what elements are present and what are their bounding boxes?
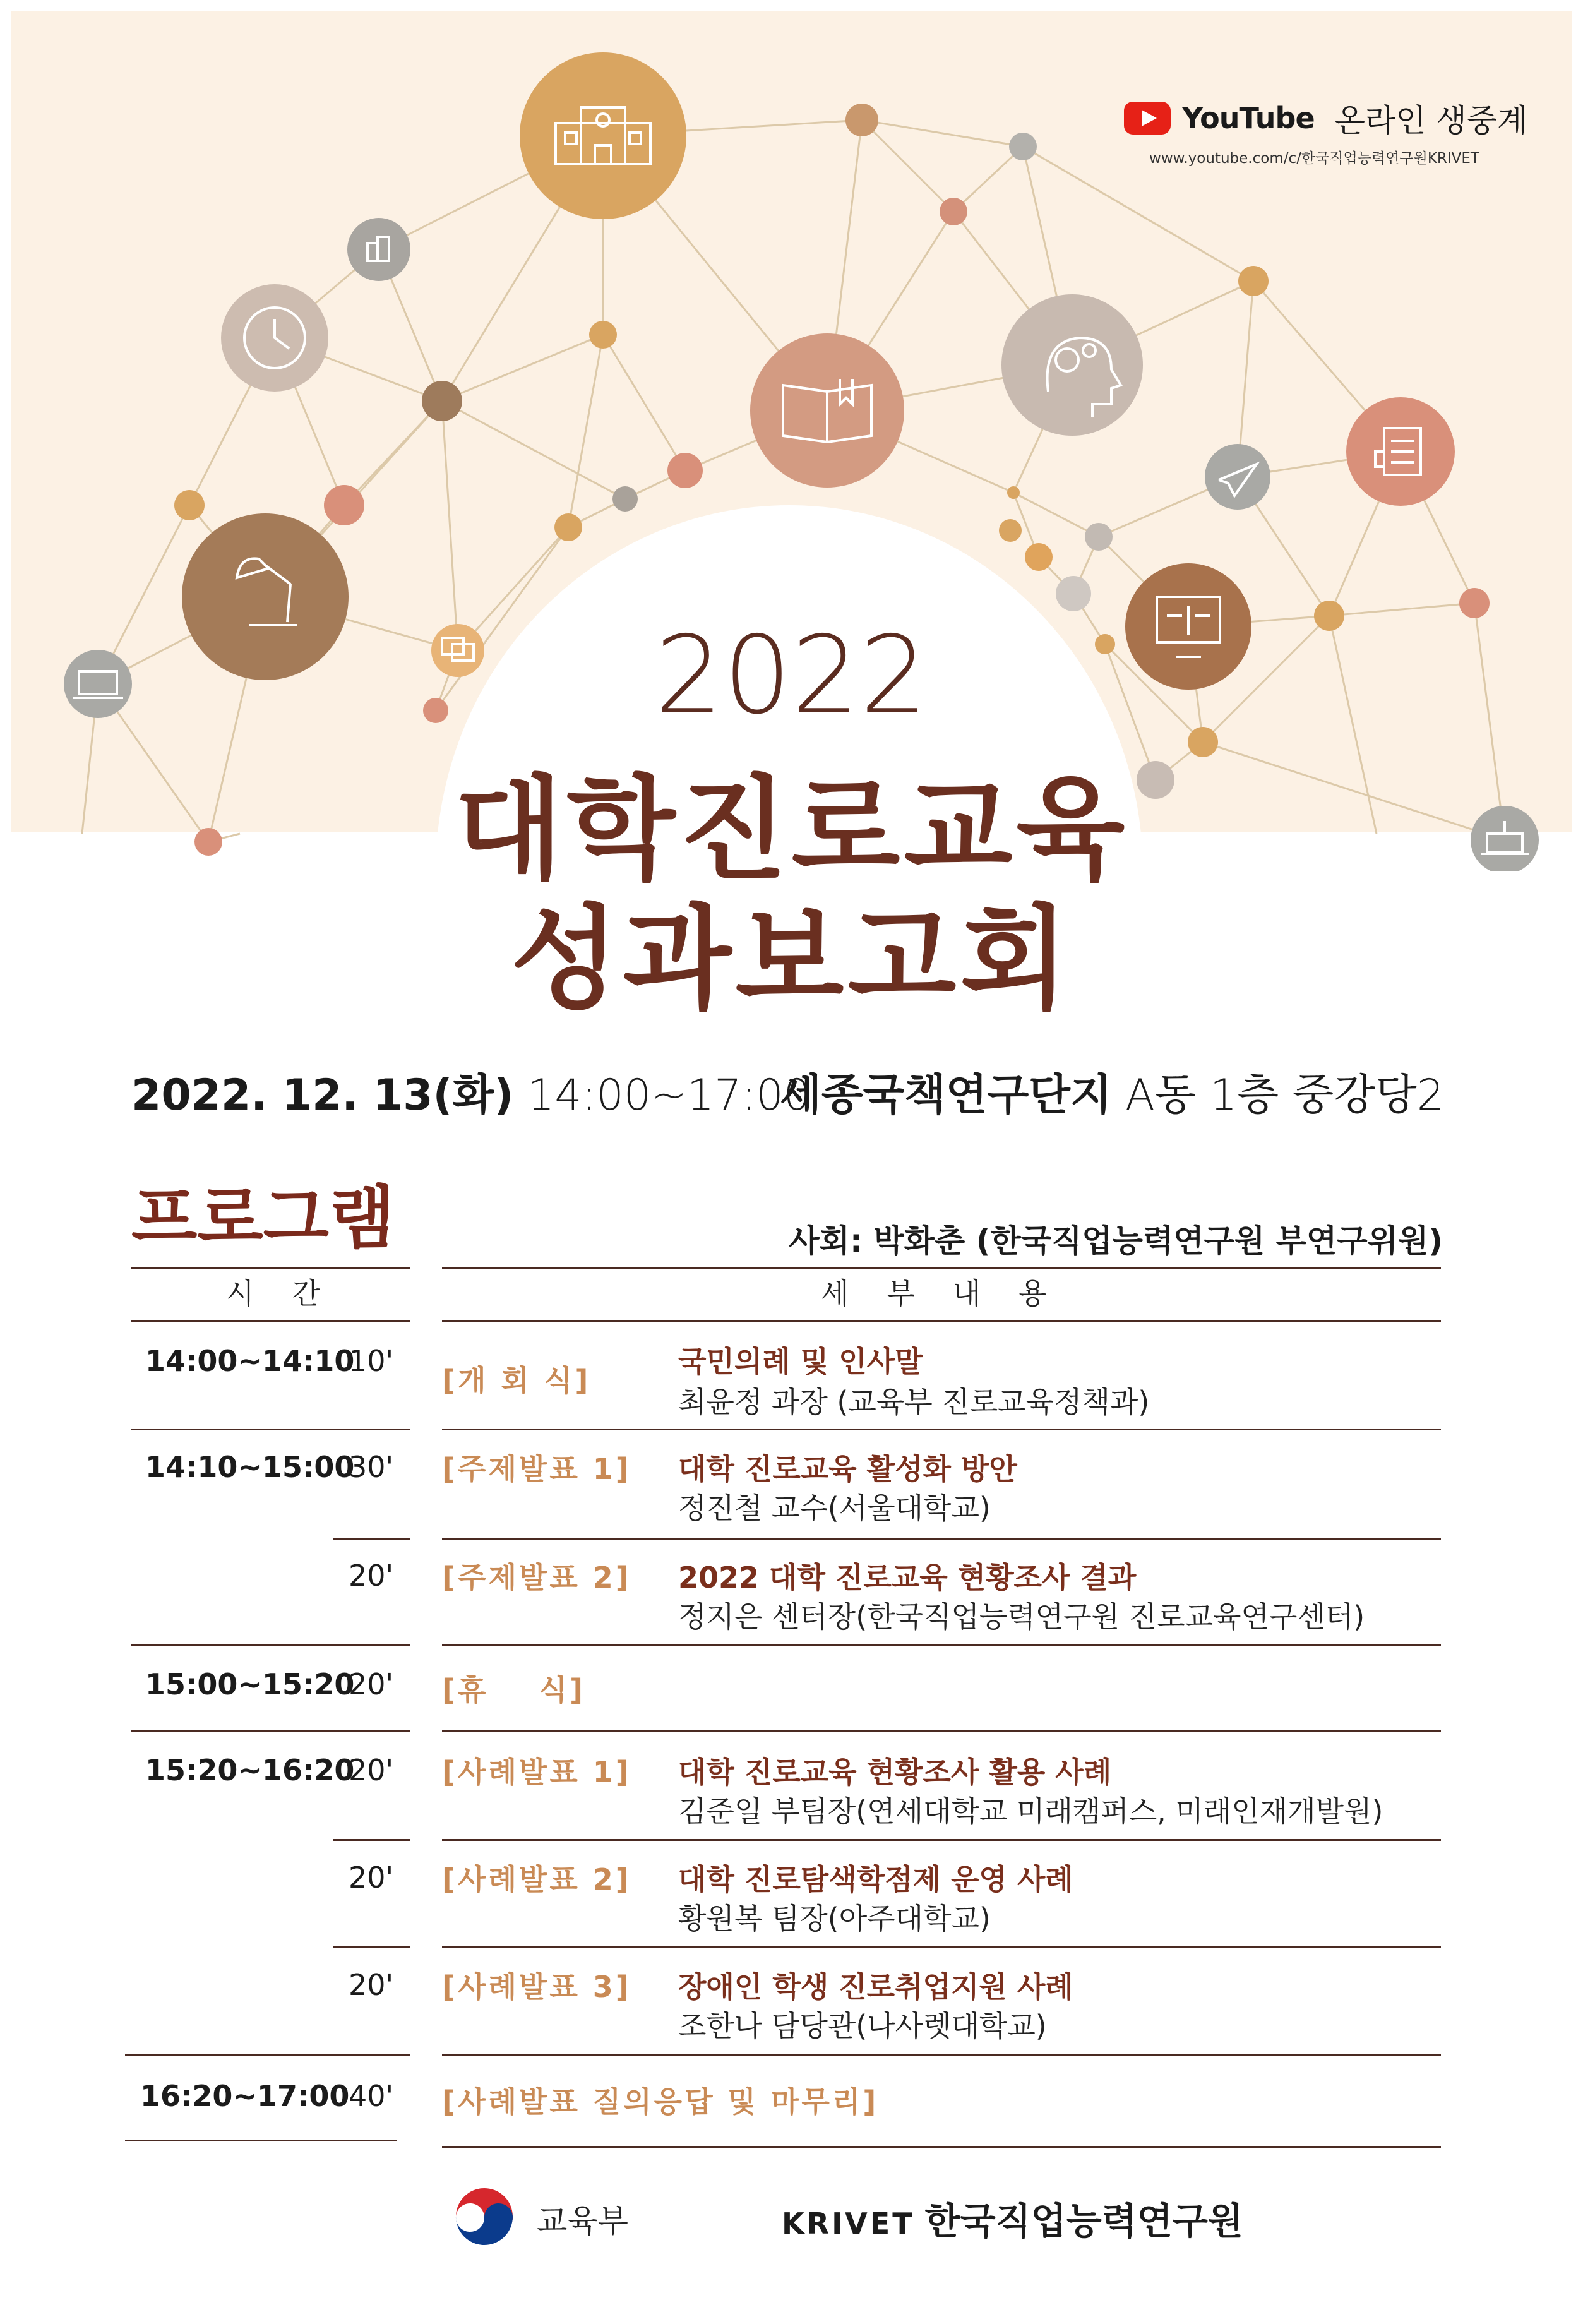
taegeuk-emblem-icon	[450, 2184, 519, 2253]
row-session-title: 대학 진로교육 활성화 방안	[678, 1452, 1017, 1486]
row-speaker: 김준일 부팀장(연세대학교 미래캠퍼스, 미래인재개발원)	[678, 1794, 1383, 1828]
table-header-rule-detail	[442, 1320, 1441, 1322]
row-duration: 40'	[349, 2079, 394, 2113]
venue-room: A동 1층 중강당2	[1125, 1070, 1444, 1120]
row-session-title: 대학 진로탐색학점제 운영 사례	[678, 1862, 1073, 1896]
row-tag: [주제발표 2]	[442, 1560, 631, 1595]
row-speaker: 정지은 센터장(한국직업능력연구원 진로교육연구센터)	[678, 1600, 1365, 1634]
row-tag: [사례발표 질의응답 및 마무리]	[442, 2085, 879, 2119]
row-time: 16:20~17:00	[140, 2079, 350, 2113]
row-divider	[131, 1730, 410, 1732]
row-time: 15:20~16:20	[145, 1753, 355, 1787]
row-duration: 20'	[349, 1559, 394, 1593]
row-divider	[131, 1429, 410, 1430]
row-time: 14:10~15:00	[145, 1450, 355, 1484]
row-divider	[333, 1946, 410, 1948]
row-duration: 10'	[349, 1344, 394, 1378]
table-bottom-rule-detail	[442, 2146, 1441, 2148]
youtube-live-banner[interactable]	[1124, 96, 1527, 140]
row-speaker: 최윤정 과장 (교육부 진로교육정책과)	[678, 1385, 1150, 1419]
row-divider	[442, 1538, 1441, 1540]
event-date: 2022. 12. 13(화)	[131, 1070, 514, 1120]
row-tag: [휴 식]	[442, 1673, 585, 1707]
row-session-title: 2022 대학 진로교육 현황조사 결과	[678, 1560, 1137, 1595]
event-venue	[780, 1061, 1444, 1122]
row-divider	[333, 1538, 410, 1540]
row-duration: 20'	[349, 1968, 394, 2002]
table-header-rule-time	[131, 1320, 410, 1322]
row-divider	[442, 2054, 1441, 2056]
row-speaker: 조한나 담당관(나사렛대학교)	[678, 2009, 1047, 2043]
krivet-wordmark: KRIVET	[782, 2207, 915, 2241]
youtube-wordmark: YouTube	[1182, 101, 1315, 135]
row-duration: 30'	[349, 1450, 394, 1484]
row-divider	[333, 1839, 410, 1841]
event-datetime	[131, 1061, 811, 1122]
row-divider	[442, 1839, 1441, 1841]
row-divider	[442, 1429, 1441, 1430]
row-session-title: 대학 진로교육 현황조사 활용 사례	[678, 1755, 1112, 1789]
row-divider	[125, 2054, 410, 2056]
row-divider	[442, 1946, 1441, 1948]
event-title-line1: 대학진로교육	[454, 764, 1129, 895]
krivet-korean-name: 한국직업능력연구원	[924, 2200, 1243, 2243]
row-divider	[442, 1644, 1441, 1646]
program-host: 사회: 박화춘 (한국직업능력연구원 부연구위원)	[789, 1223, 1443, 1259]
row-tag: [사례발표 3]	[442, 1970, 631, 2004]
column-header-detail: 세부내용	[821, 1276, 1085, 1310]
program-heading: 프로그램	[131, 1179, 395, 1258]
table-bottom-rule-time	[125, 2140, 397, 2141]
event-year: 2022	[655, 613, 928, 738]
row-tag: [사례발표 1]	[442, 1755, 631, 1789]
table-top-rule-detail	[442, 1267, 1441, 1269]
event-time: 14:00~17:00	[527, 1070, 811, 1120]
row-duration: 20'	[349, 1667, 394, 1701]
row-divider	[442, 1730, 1441, 1732]
row-duration: 20'	[349, 1860, 394, 1895]
row-tag: [사례발표 2]	[442, 1862, 631, 1896]
table-top-rule-time	[131, 1267, 410, 1269]
venue-name: 세종국책연구단지	[780, 1070, 1112, 1120]
column-header-time: 시간	[226, 1276, 358, 1310]
youtube-url[interactable]: www.youtube.com/c/한국직업능력연구원KRIVET	[1149, 150, 1479, 167]
live-stream-label: 온라인 생중계	[1334, 102, 1528, 139]
event-title-line2: 성과보고회	[510, 894, 1073, 1024]
youtube-play-icon	[1124, 102, 1171, 135]
row-time: 14:00~14:10	[145, 1344, 355, 1378]
ministry-name: 교육부	[537, 2203, 628, 2239]
row-tag: [개 회 식]	[442, 1363, 591, 1398]
row-speaker: 정진철 교수(서울대학교)	[678, 1491, 991, 1525]
row-session-title: 장애인 학생 진로취업지원 사례	[678, 1970, 1073, 2004]
row-speaker: 황원복 팀장(아주대학교)	[678, 1902, 991, 1936]
ministry-of-education-logo	[450, 2184, 628, 2253]
row-duration: 20'	[349, 1753, 394, 1787]
krivet-logo	[782, 2191, 1243, 2244]
row-time: 15:00~15:20	[145, 1667, 355, 1701]
row-session-title: 국민의례 및 인사말	[678, 1345, 923, 1379]
row-tag: [주제발표 1]	[442, 1452, 631, 1486]
row-divider	[131, 1644, 410, 1646]
